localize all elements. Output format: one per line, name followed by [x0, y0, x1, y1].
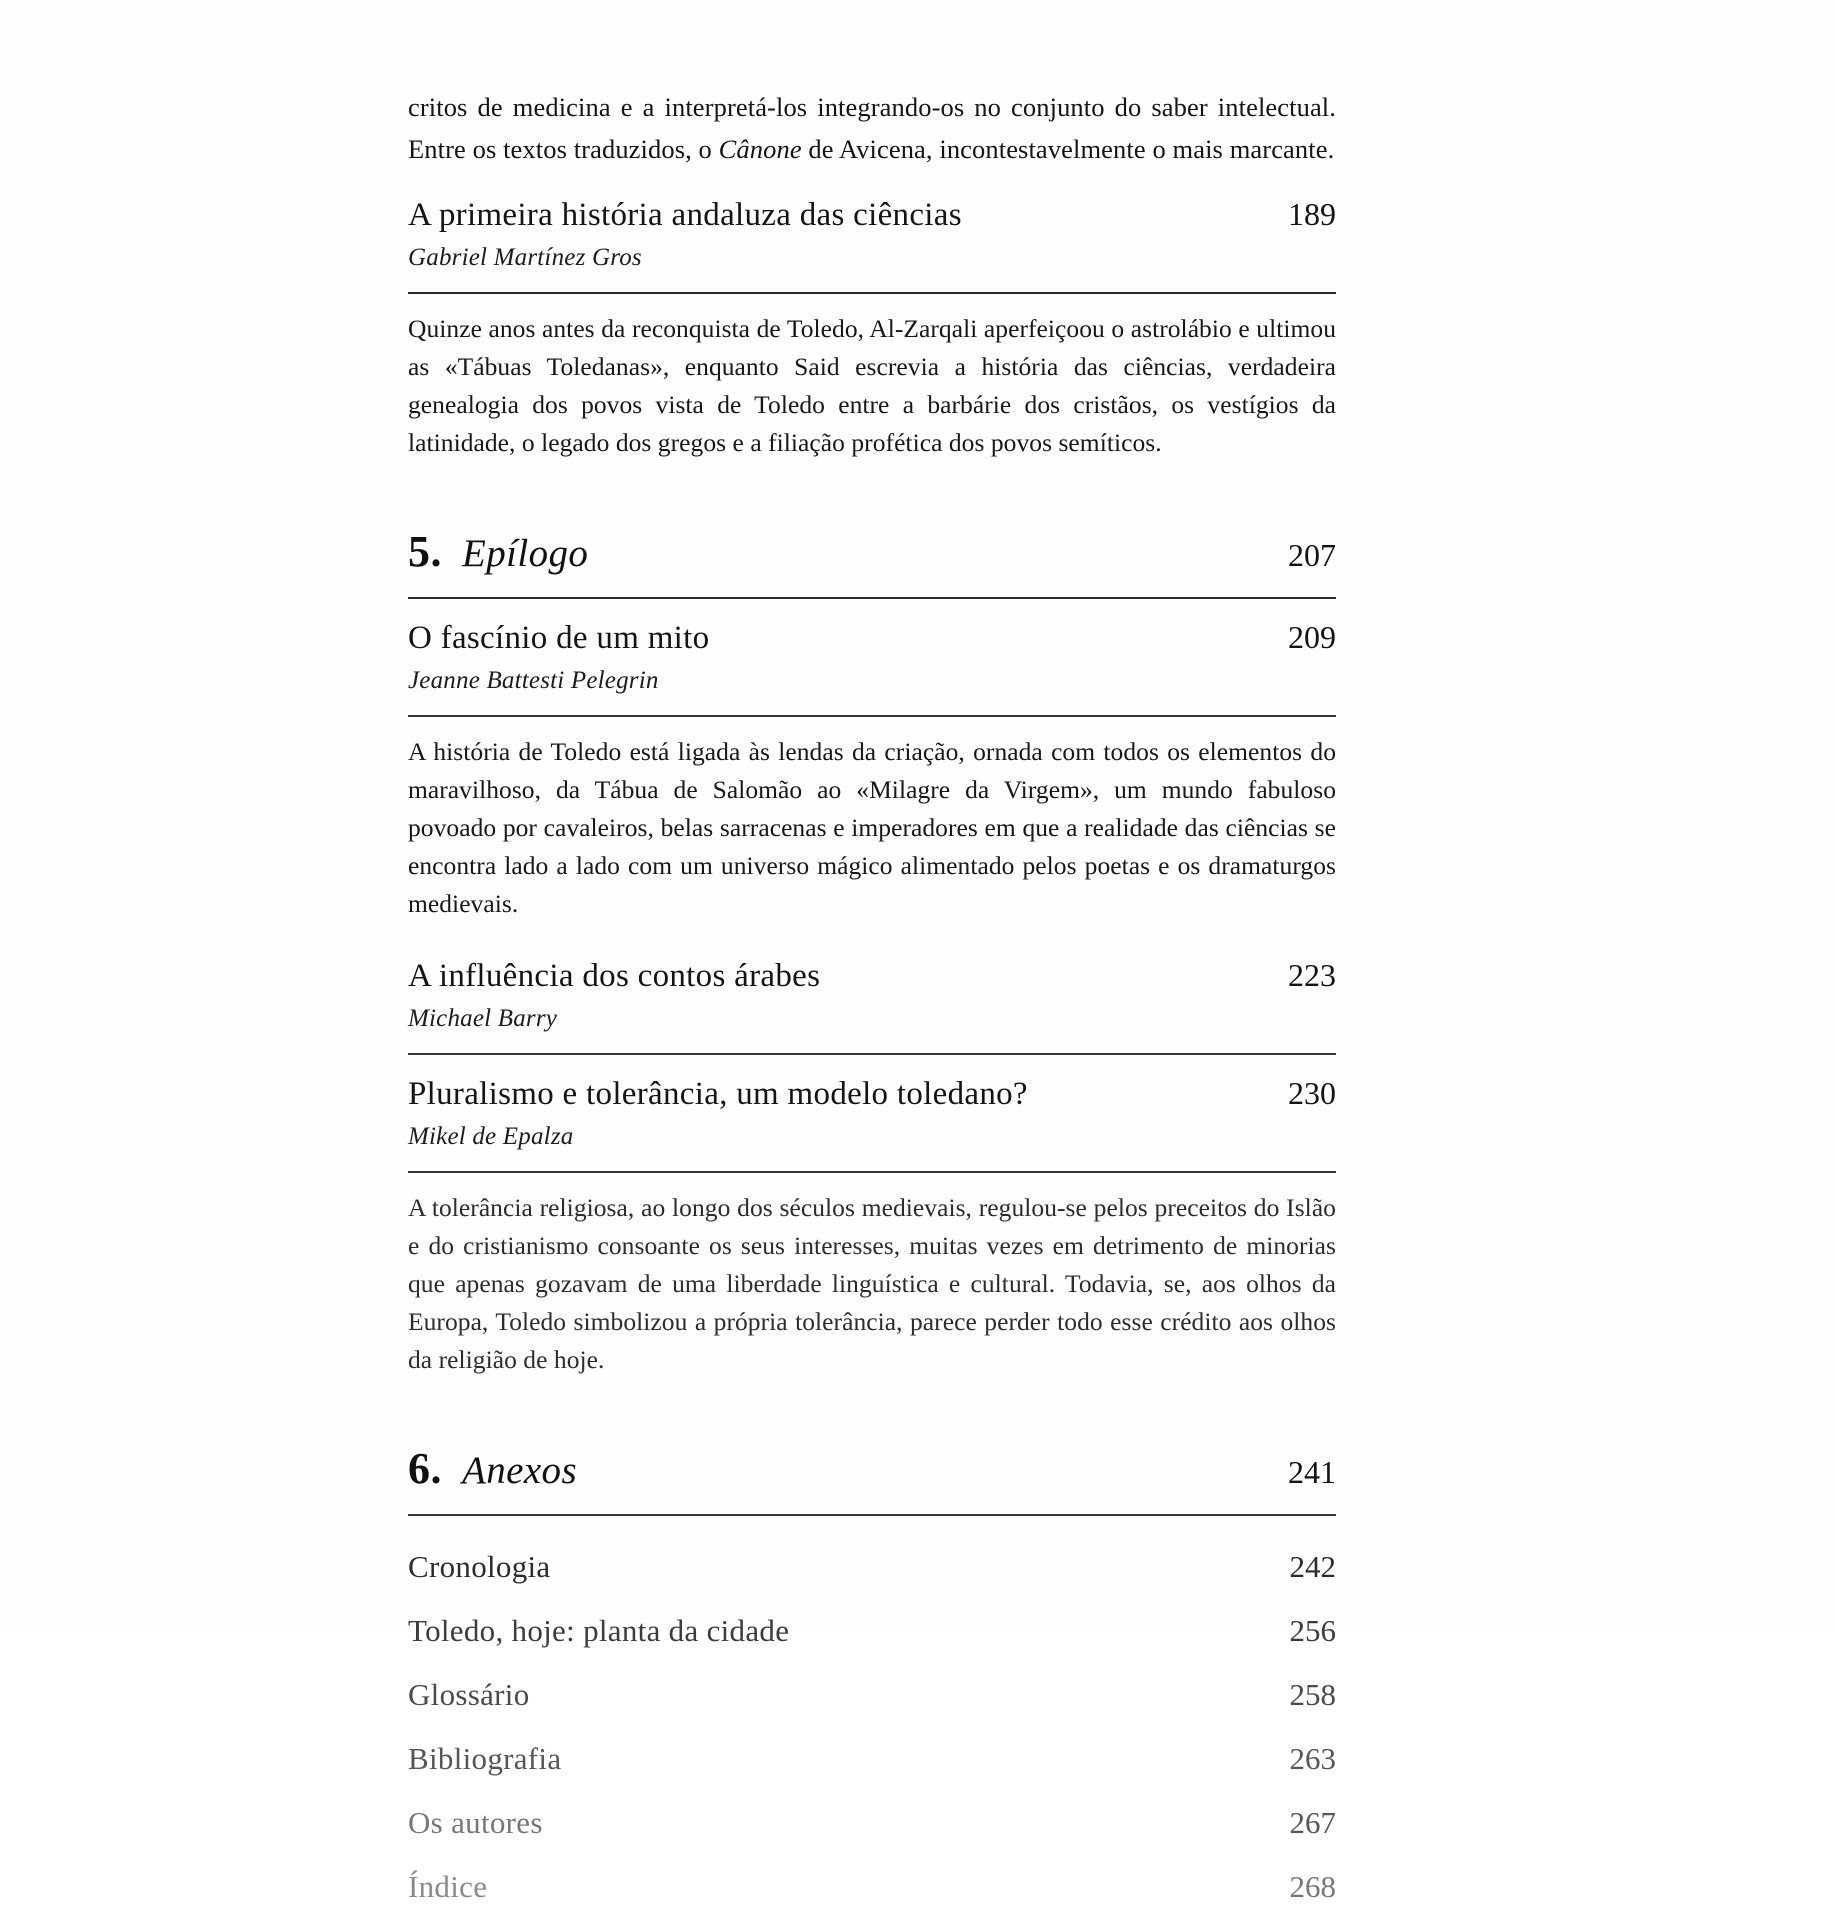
annex-row[interactable] — [408, 1670, 1336, 1720]
annex-row[interactable] — [408, 1862, 1336, 1912]
toc-entry-line — [408, 615, 1336, 660]
toc-entry-title[interactable]: Pluralismo e tolerância, um modelo toledano? — [408, 1076, 1028, 1112]
toc-entry-line — [408, 953, 1336, 998]
toc-entry[interactable] — [408, 1071, 1336, 1155]
annex-label[interactable]: Bibliografia — [408, 1741, 562, 1776]
toc-entry-title[interactable]: O fascínio de um mito — [408, 620, 710, 656]
part-heading[interactable] — [408, 526, 1336, 581]
text-column — [408, 86, 1336, 1926]
part-page-number: 241 — [1288, 1454, 1336, 1490]
toc-entry[interactable] — [408, 192, 1336, 276]
toc-entry-title[interactable]: A primeira história andaluza das ciências — [408, 197, 962, 233]
annex-row[interactable] — [408, 1734, 1336, 1784]
part-number: 6. — [408, 1444, 442, 1493]
annex-label[interactable]: Os autores — [408, 1805, 543, 1840]
toc-entry-author: Mikel de Epalza — [408, 1123, 574, 1150]
divider-rule — [408, 1171, 1336, 1173]
toc-entry-line — [408, 192, 1336, 237]
toc-entry-page-number: 209 — [1288, 619, 1336, 655]
toc-entry-author: Michael Barry — [408, 1005, 558, 1032]
annex-label[interactable]: Cronologia — [408, 1549, 551, 1584]
toc-entry-author: Gabriel Martínez Gros — [408, 244, 642, 271]
divider-rule — [408, 1514, 1336, 1516]
annex-list — [408, 1542, 1336, 1912]
toc-entry[interactable] — [408, 953, 1336, 1037]
part-heading-line — [408, 1443, 1336, 1498]
divider-rule — [408, 597, 1336, 599]
running-paragraph: critos de medicina e a interpretá-los integrando-os no conjunto do saber intelectual. Entre os textos traduzidos, o Cânone de Avicena, incontestavelmente o mais marcante. — [408, 92, 1336, 164]
annex-page-number: 267 — [1289, 1805, 1336, 1840]
toc-entry-line — [408, 1071, 1336, 1116]
divider-rule — [408, 292, 1336, 294]
toc-entry-author: Jeanne Battesti Pelegrin — [408, 667, 659, 694]
annex-label[interactable]: Toledo, hoje: planta da cidade — [408, 1613, 790, 1648]
part-number: 5. — [408, 527, 442, 576]
toc-entry-abstract: A tolerância religiosa, ao longo dos séculos medievais, regulou-se pelos preceitos do Islão e do cristianismo consoante os seus interesses, muitas vezes em detrimento de minorias que apenas gozavam de uma liberdade linguística e cultural. Todavia, se, aos olhos da Europa, Toledo simbolizou a própria tolerância, parece perder todo esse crédito aos olhos da religião de hoje. — [408, 1193, 1336, 1374]
annex-page-number: 268 — [1289, 1869, 1336, 1904]
toc-entry[interactable] — [408, 615, 1336, 699]
part-page-number: 207 — [1288, 537, 1336, 573]
part-label — [408, 1443, 577, 1497]
annex-row[interactable] — [408, 1798, 1336, 1848]
part-label — [408, 526, 588, 580]
toc-entry-page-number: 189 — [1288, 196, 1336, 232]
toc-entry-page-number: 230 — [1288, 1075, 1336, 1111]
annex-page-number: 258 — [1289, 1677, 1336, 1712]
toc-entry-title[interactable]: A influência dos contos árabes — [408, 958, 821, 994]
annex-row[interactable] — [408, 1542, 1336, 1592]
toc-entry-abstract: A história de Toledo está ligada às lendas da criação, ornada com todos os elementos do maravilhoso, da Tábua de Salomão ao «Milagre da Virgem», um mundo fabuloso povoado por cavaleiros, belas sarracenas e imperadores em que a realidade das ciências se encontra lado a lado com um universo mágico alimentado pelos poetas e os dramaturgos medievais. — [408, 737, 1336, 918]
part-title[interactable]: Anexos — [462, 1449, 578, 1492]
annex-label[interactable]: Glossário — [408, 1677, 530, 1712]
annex-row[interactable] — [408, 1606, 1336, 1656]
part-title[interactable]: Epílogo — [462, 532, 589, 575]
divider-rule — [408, 715, 1336, 717]
annex-page-number: 256 — [1289, 1613, 1336, 1648]
annex-page-number: 263 — [1289, 1741, 1336, 1776]
annex-label[interactable]: Índice — [408, 1869, 488, 1904]
divider-rule — [408, 1053, 1336, 1055]
part-heading[interactable] — [408, 1443, 1336, 1498]
toc-entry-abstract: Quinze anos antes da reconquista de Toledo, Al-Zarqali aperfeiçoou o astrolábio e ultimou as «Tábuas Toledanas», enquanto Said escrevia a história das ciências, verdadeira genealogia dos povos vista de Toledo entre a barbárie dos cristãos, os vestígios da latinidade, o legado dos gregos e a filiação profética dos povos semíticos. — [408, 314, 1336, 457]
part-heading-line — [408, 526, 1336, 581]
toc-entry-page-number: 223 — [1288, 957, 1336, 993]
annex-page-number: 242 — [1289, 1549, 1336, 1584]
